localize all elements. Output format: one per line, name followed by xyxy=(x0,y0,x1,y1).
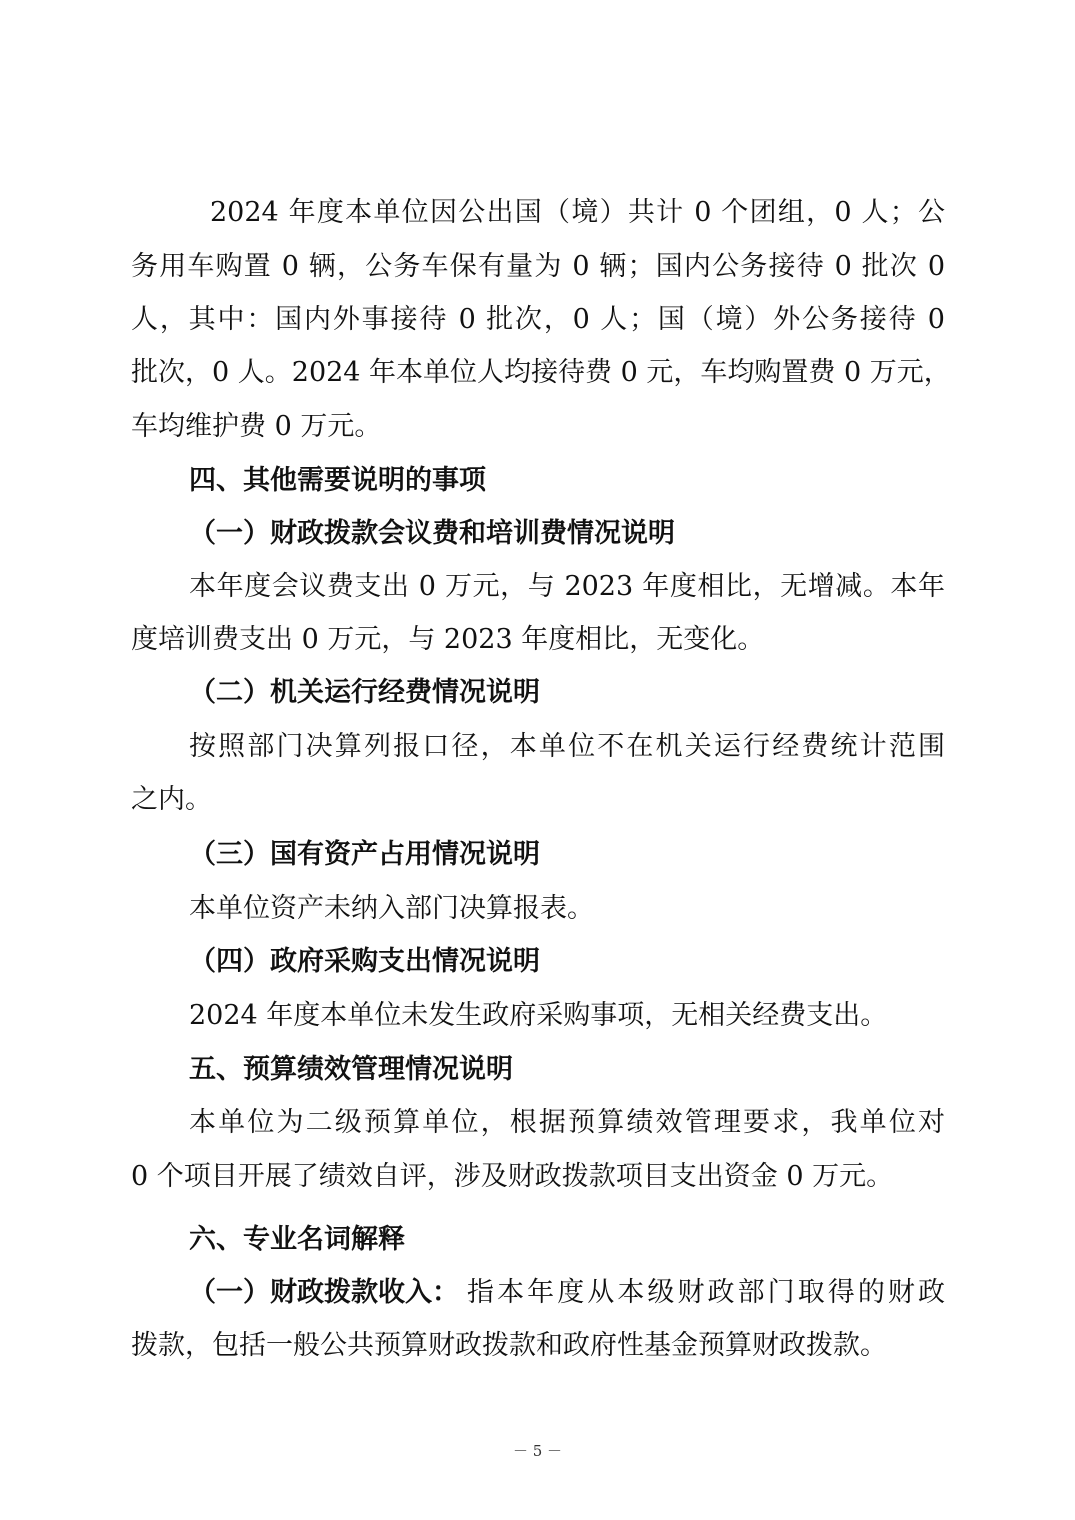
paragraph-line: 批次，0 人。2024 年本单位人均接待费 0 元，车均购置费 0 万元， xyxy=(131,357,951,388)
paragraph-line: 本单位资产未纳入部门决算报表。 xyxy=(189,893,594,924)
term-definition: 指本年度从本级财政部门取得的财政 xyxy=(467,1277,945,1308)
paragraph-line: 本单位为二级预算单位，根据预算绩效管理要求，我单位对 xyxy=(189,1107,945,1138)
paragraph-line: 本年度会议费支出 0 万元，与 2023 年度相比，无增减。本年 xyxy=(189,571,945,602)
paragraph-line: 之内。 xyxy=(131,784,212,815)
paragraph-line: 0 个项目开展了绩效自评，涉及财政拨款项目支出资金 0 万元。 xyxy=(131,1161,894,1192)
section-heading: 六、专业名词解释 xyxy=(189,1224,405,1255)
subsection-heading: （三）国有资产占用情况说明 xyxy=(189,839,540,870)
paragraph-line: 车均维护费 0 万元。 xyxy=(131,411,382,442)
term-label: （一）财政拨款收入： xyxy=(189,1277,459,1308)
section-heading: 五、预算绩效管理情况说明 xyxy=(189,1054,513,1085)
paragraph-line: 务用车购置 0 辆，公务车保有量为 0 辆；国内公务接待 0 批次 0 xyxy=(131,251,945,282)
paragraph-line: 2024 年度本单位因公出国（境）共计 0 个团组，0 人；公 xyxy=(210,197,945,228)
section-heading: 四、其他需要说明的事项 xyxy=(189,465,486,496)
paragraph-line xyxy=(189,1275,945,1311)
subsection-heading: （二）机关运行经费情况说明 xyxy=(189,677,540,708)
page-number: － 5 － xyxy=(512,1442,563,1460)
paragraph-line: 按照部门决算列报口径，本单位不在机关运行经费统计范围 xyxy=(189,731,945,762)
subsection-heading: （一）财政拨款会议费和培训费情况说明 xyxy=(189,518,675,549)
paragraph-line: 度培训费支出 0 万元，与 2023 年度相比，无变化。 xyxy=(131,624,765,655)
paragraph-line: 拨款，包括一般公共预算财政拨款和政府性基金预算财政拨款。 xyxy=(131,1330,887,1361)
paragraph-line: 人，其中：国内外事接待 0 批次，0 人；国（境）外公务接待 0 xyxy=(131,304,945,335)
subsection-heading: （四）政府采购支出情况说明 xyxy=(189,946,540,977)
paragraph-line: 2024 年度本单位未发生政府采购事项，无相关经费支出。 xyxy=(189,1000,888,1031)
